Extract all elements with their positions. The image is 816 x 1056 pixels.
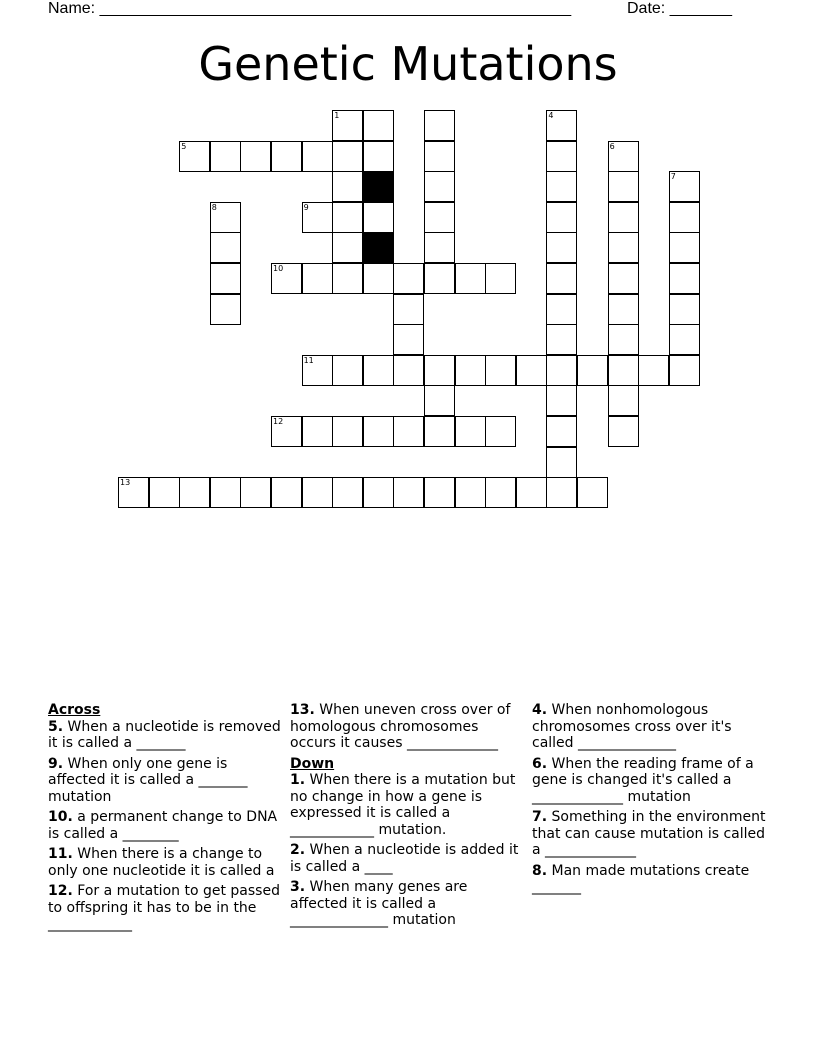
crossword-cell[interactable] [669,355,700,386]
clue-text: When many genes are affected it is called a ______________ mutation [290,879,468,928]
crossword-cell[interactable] [424,477,455,508]
crossword-cell[interactable] [240,477,271,508]
crossword-cell[interactable] [546,202,577,233]
clue-text: When only one gene is affected it is called a _______ mutation [48,755,248,805]
clue-down-6 [532,756,768,806]
crossword-cell[interactable] [424,171,455,202]
cell-number: 12 [273,417,284,426]
cell-number: 11 [303,355,314,365]
crossword-cell[interactable] [608,385,639,416]
clue-number: 4. [532,702,548,718]
crossword-cell[interactable] [424,232,455,263]
crossword-cell[interactable] [363,355,394,386]
crossword-cell[interactable] [210,294,241,325]
clue-down-3 [290,879,526,929]
crossword-cell[interactable] [546,416,577,447]
across-heading: Across [48,702,101,718]
crossword-cell[interactable] [363,202,394,233]
crossword-cell[interactable] [302,141,333,172]
crossword-cell[interactable] [332,263,363,294]
cell-number: 10 [273,264,284,273]
crossword-cell[interactable] [546,385,577,416]
clue-number: 6. [532,755,548,772]
crossword-cell[interactable] [608,171,639,202]
crossword-cell[interactable] [455,263,486,294]
crossword-cell[interactable] [669,171,700,202]
crossword-cell[interactable] [271,141,302,172]
crossword-cell[interactable] [424,385,455,416]
clue-text: When the reading frame of a gene is changed it's called a _____________ mutation [532,755,754,805]
crossword-cell[interactable] [608,416,639,447]
crossword-cell[interactable] [271,263,302,294]
crossword-cell[interactable] [546,232,577,263]
crossword-cell[interactable] [271,416,302,447]
cell-number: 6 [609,141,615,151]
crossword-cell[interactable] [485,477,516,508]
cell-number: 9 [303,202,309,212]
crossword-cell[interactable] [546,171,577,202]
crossword-cell[interactable] [210,232,241,263]
crossword-cell[interactable] [608,324,639,355]
crossword-cell[interactable] [669,324,700,355]
crossword-cell[interactable] [669,232,700,263]
name-field-label: Name: _____________________________________________________ [48,0,572,17]
crossword-cell[interactable] [302,416,333,447]
crossword-cell[interactable] [485,355,516,386]
crossword-block [363,232,394,263]
crossword-cell[interactable] [424,416,455,447]
down-heading: Down [290,755,335,772]
crossword-cell[interactable] [638,355,669,386]
crossword-cell[interactable] [608,294,639,325]
crossword-cell[interactable] [363,477,394,508]
crossword-cell[interactable] [516,355,547,386]
crossword-cell[interactable] [363,141,394,172]
crossword-cell[interactable] [332,171,363,202]
clue-number: 7. [532,809,548,825]
crossword-cell[interactable] [424,141,455,172]
crossword-cell[interactable] [546,477,577,508]
crossword-cell[interactable] [485,263,516,294]
cell-number: 8 [211,202,217,212]
clue-number: 10. [48,809,73,825]
crossword-cell[interactable] [118,477,149,508]
clues-column-3 [532,702,768,900]
crossword-cell[interactable] [393,355,424,386]
clue-text: Man made mutations create _______ [532,862,750,895]
crossword-cell[interactable] [546,294,577,325]
crossword-cell[interactable] [271,477,302,508]
crossword-cell[interactable] [577,355,608,386]
crossword-cell[interactable] [302,202,333,233]
cell-number: 5 [181,141,187,151]
crossword-cell[interactable] [210,141,241,172]
clue-down-2 [290,842,526,875]
clue-text: When there is a change to only one nucleotide it is called a [48,846,275,879]
crossword-cell[interactable] [608,141,639,172]
clues-column-1 [48,702,284,937]
crossword-cell[interactable] [363,416,394,447]
crossword-cell[interactable] [393,324,424,355]
crossword-cell[interactable] [424,263,455,294]
crossword-cell[interactable] [393,294,424,325]
clue-text: When nonhomologous chromosomes cross over it's called ______________ [532,702,732,751]
crossword-cell[interactable] [393,263,424,294]
crossword-cell[interactable] [455,477,486,508]
crossword-cell[interactable] [393,416,424,447]
clue-across-13 [290,702,526,752]
crossword-cell[interactable] [302,263,333,294]
crossword-cell[interactable] [546,263,577,294]
clue-number: 5. [48,718,64,735]
clue-across-11 [48,846,284,879]
crossword-cell[interactable] [332,477,363,508]
crossword-cell[interactable] [210,263,241,294]
crossword-cell[interactable] [210,202,241,233]
clue-across-10 [48,809,284,842]
clue-down-1 [290,772,526,838]
crossword-cell[interactable] [485,416,516,447]
cell-number: 4 [548,111,554,120]
crossword-cell[interactable] [332,355,363,386]
crossword-cell[interactable] [424,202,455,233]
crossword-cell[interactable] [546,141,577,172]
cell-number: 13 [120,478,131,488]
crossword-cell[interactable] [179,141,210,172]
clue-down-8 [532,863,768,896]
crossword-cell[interactable] [608,263,639,294]
crossword-cell[interactable] [332,416,363,447]
crossword-cell[interactable] [302,477,333,508]
clue-number: 13. [290,702,315,718]
crossword-cell[interactable] [240,141,271,172]
cell-number: 1 [334,111,340,120]
crossword-cell[interactable] [455,355,486,386]
crossword-cell[interactable] [149,477,180,508]
clue-text: For a mutation to get passed to offspring it has to be in the ____________ [48,883,280,932]
crossword-cell[interactable] [302,355,333,386]
clue-number: 9. [48,755,64,772]
crossword-cell[interactable] [210,477,241,508]
clue-down-7 [532,809,768,859]
crossword-block [363,171,394,202]
clue-across-12 [48,883,284,933]
crossword-cell[interactable] [546,110,577,141]
crossword-cell[interactable] [608,202,639,233]
crossword-cell[interactable] [363,263,394,294]
clue-text: When a nucleotide is removed it is called a _______ [48,718,281,751]
crossword-cell[interactable] [332,141,363,172]
crossword-cell[interactable] [669,263,700,294]
clue-number: 2. [290,842,306,858]
crossword-cell[interactable] [546,355,577,386]
clue-number: 3. [290,879,306,895]
page-title: Genetic Mutations [198,37,618,91]
crossword-cell[interactable] [424,110,455,141]
crossword-cell[interactable] [608,355,639,386]
crossword-cell[interactable] [669,202,700,233]
clue-number: 8. [532,862,548,879]
clue-across-9 [48,756,284,806]
date-field-label: Date: _______ [627,0,732,17]
clues-column-2 [290,702,526,933]
clue-number: 11. [48,846,73,862]
clue-number: 12. [48,883,73,899]
crossword-cell[interactable] [546,447,577,478]
clue-across-5 [48,719,284,752]
crossword-cell[interactable] [332,110,363,141]
clue-number: 1. [290,772,306,788]
crossword-cell[interactable] [179,477,210,508]
clue-text: a permanent change to DNA is called a ________ [48,809,278,842]
crossword-cell[interactable] [546,324,577,355]
crossword-cell[interactable] [608,232,639,263]
crossword-cell[interactable] [363,110,394,141]
crossword-cell[interactable] [393,477,424,508]
crossword-cell[interactable] [577,477,608,508]
crossword-cell[interactable] [332,232,363,263]
cell-number: 7 [670,172,676,182]
crossword-cell[interactable] [424,355,455,386]
crossword-cell[interactable] [516,477,547,508]
clue-text: When uneven cross over of homologous chromosomes occurs it causes _____________ [290,702,511,751]
clue-text: Something in the environment that can cause mutation is called a _____________ [532,809,766,858]
crossword-cell[interactable] [332,202,363,233]
crossword-cell[interactable] [669,294,700,325]
clue-text: When a nucleotide is added it is called a ____ [290,842,519,875]
crossword-cell[interactable] [455,416,486,447]
clue-text: When there is a mutation but no change in how a gene is expressed it is called a ____________ mutation. [290,772,516,838]
clue-down-4 [532,702,768,752]
